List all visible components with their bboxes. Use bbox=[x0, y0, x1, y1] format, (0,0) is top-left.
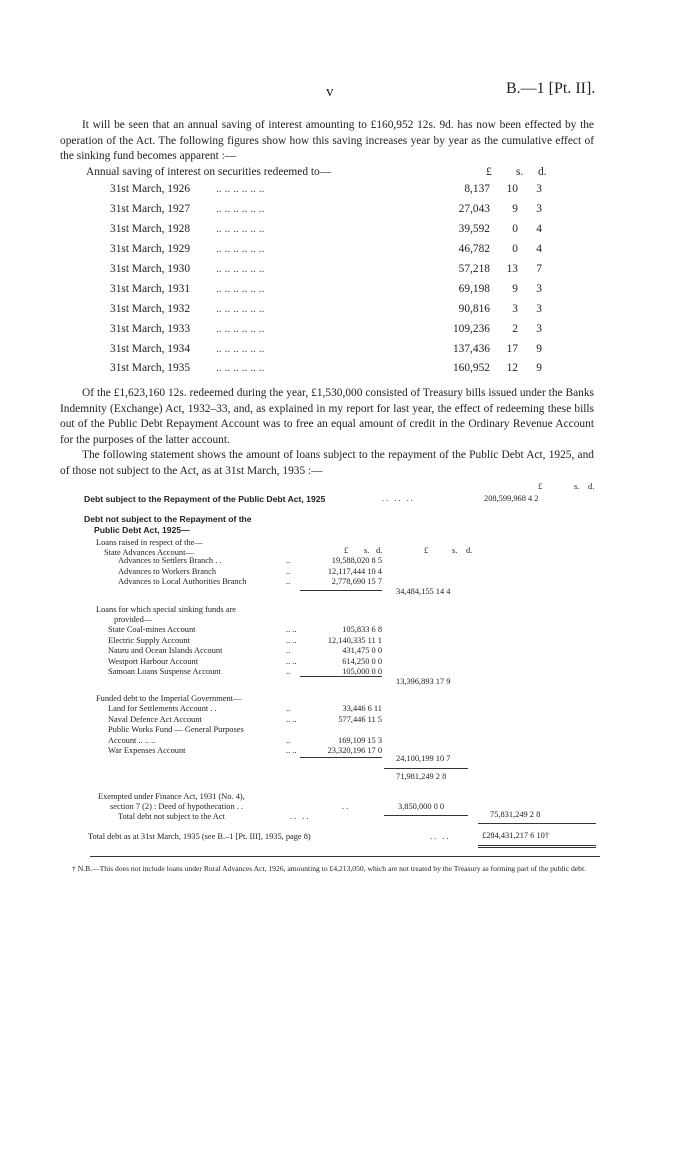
grand-total-leader: .. .. bbox=[430, 832, 451, 841]
inner-col-d: d. bbox=[376, 546, 383, 555]
savings-row bbox=[110, 323, 570, 341]
group2-amount: 12,140,335 11 1 bbox=[327, 635, 382, 645]
group2-label: Westport Harbour Account bbox=[108, 656, 199, 666]
grand-total-double-rule bbox=[478, 847, 596, 848]
group1-total: 34,484,155 14 4 bbox=[396, 587, 451, 596]
savings-pounds: 27,043 bbox=[458, 203, 490, 215]
top-col-s: s. bbox=[574, 482, 580, 491]
savings-leader: .. .. .. .. .. .. bbox=[216, 263, 265, 275]
savings-shillings: 0 bbox=[512, 223, 518, 235]
group3-amount: 23,320,196 17 0 bbox=[327, 746, 382, 755]
group1-label: Advances to Local Authorities Branch bbox=[118, 577, 247, 586]
savings-row bbox=[110, 263, 570, 281]
not-subject-total-label: Total debt not subject to the Act bbox=[118, 812, 225, 821]
top-col-pounds: £ bbox=[538, 482, 543, 491]
savings-pounds: 109,236 bbox=[452, 323, 490, 335]
savings-shillings: 3 bbox=[512, 303, 518, 315]
grand-total-top-rule bbox=[478, 823, 596, 824]
not-subject-label-1: Debt not subject to the Repayment of the bbox=[84, 514, 252, 524]
savings-date: 31st March, 1926 bbox=[110, 183, 191, 195]
group1-rule bbox=[300, 590, 382, 591]
statement-intro-paragraph: The following statement shows the amount of loans subject to the repayment of the Public Debt Act, 1925, and of those not subject to the Act, as at 31st March, 1935 :— bbox=[60, 449, 594, 477]
group2-amount: 105,000 0 0 bbox=[342, 667, 382, 676]
savings-leader: .. .. .. .. .. .. bbox=[216, 343, 265, 355]
subtotal-rule bbox=[384, 768, 468, 769]
group3-lead: Funded debt to the Imperial Government— bbox=[96, 694, 242, 703]
savings-shillings: 9 bbox=[512, 203, 518, 215]
subtotal-amount: 71,981,249 2 8 bbox=[396, 772, 447, 781]
savings-date: 31st March, 1929 bbox=[110, 243, 191, 255]
savings-row bbox=[110, 303, 570, 321]
footnote-separator bbox=[90, 856, 600, 857]
group3-total: 24,100,199 10 7 bbox=[396, 754, 451, 763]
group2-leader: .. .. bbox=[286, 656, 297, 666]
savings-pence: 4 bbox=[536, 243, 542, 255]
group2-amount: 105,833 6 8 bbox=[342, 625, 382, 634]
savings-row bbox=[110, 283, 570, 301]
savings-leader: .. .. .. .. .. .. bbox=[216, 323, 265, 335]
savings-pounds: 69,198 bbox=[458, 283, 490, 295]
savings-lead: Annual saving of interest on securities redeemed to— bbox=[86, 166, 332, 178]
savings-date: 31st March, 1934 bbox=[110, 343, 191, 355]
group1-leader: .. bbox=[286, 566, 291, 576]
savings-pence: 3 bbox=[536, 303, 542, 315]
mid-col-d: d. bbox=[466, 546, 473, 555]
document-reference: B.—1 [Pt. II]. bbox=[506, 80, 596, 97]
group2-label: Samoan Loans Suspense Account bbox=[108, 667, 221, 676]
grand-total-amount: £284,431,217 6 10† bbox=[482, 831, 549, 840]
savings-date: 31st March, 1933 bbox=[110, 323, 191, 335]
exempt-label-2: section 7 (2) : Deed of hypothecation . . bbox=[110, 802, 244, 811]
subject-debt-amount: 208,599,968 4 2 bbox=[484, 494, 539, 503]
savings-pounds: 46,782 bbox=[458, 243, 490, 255]
not-subject-total-amount: 75,831,249 2 8 bbox=[490, 810, 541, 819]
intro-paragraph: It will be seen that an annual saving of interest amounting to £160,952 12s. 9d. has now been effected by the operation of the Act. The following figures show how this saving increases year by year as the cumulative effect of the sinking fund becomes apparent :— bbox=[60, 119, 594, 162]
not-subject-label-2: Public Debt Act, 1925— bbox=[94, 525, 190, 535]
group1-label: Advances to Settlers Branch . . bbox=[118, 556, 222, 565]
group2-label: Electric Supply Account bbox=[108, 635, 190, 645]
savings-pence: 3 bbox=[536, 183, 542, 195]
savings-row bbox=[110, 362, 570, 380]
inner-col-s: s. bbox=[364, 546, 370, 555]
savings-pounds: 57,218 bbox=[458, 263, 490, 275]
exempt-leader: .. bbox=[342, 802, 351, 811]
group2-label: State Coal-mines Account bbox=[108, 625, 196, 634]
group1-leader: .. bbox=[286, 556, 291, 565]
savings-date: 31st March, 1927 bbox=[110, 203, 191, 215]
group3-label: Naval Defence Act Account bbox=[108, 714, 202, 724]
not-subject-total-leader: .. .. bbox=[290, 812, 311, 821]
savings-pounds: 39,592 bbox=[458, 223, 490, 235]
savings-leader: .. .. .. .. .. .. bbox=[216, 283, 265, 295]
savings-pence: 9 bbox=[536, 362, 542, 374]
savings-date: 31st March, 1935 bbox=[110, 362, 191, 374]
exempt-label-1: Exempted under Finance Act, 1931 (No. 4), bbox=[98, 792, 245, 801]
inner-col-pounds: £ bbox=[344, 546, 349, 555]
top-col-d: d. bbox=[588, 482, 595, 491]
grand-total-label: Total debt as at 31st March, 1935 (see B.–1 [Pt. III], 1935, page 8) bbox=[88, 832, 311, 841]
savings-shillings: 0 bbox=[512, 243, 518, 255]
group1-amount: 19,588,020 8 5 bbox=[331, 556, 382, 565]
savings-leader: .. .. .. .. .. .. bbox=[216, 303, 265, 315]
group2-lead-2: provided— bbox=[114, 615, 153, 624]
savings-pounds: 8,137 bbox=[464, 183, 490, 195]
group3-label: Public Works Fund — General Purposes bbox=[108, 725, 244, 734]
group2-leader: .. .. bbox=[286, 625, 297, 634]
group1-label: Advances to Workers Branch bbox=[118, 566, 217, 576]
savings-row bbox=[110, 343, 570, 361]
redemption-paragraph: Of the £1,623,160 12s. redeemed during the year, £1,530,000 consisted of Treasury bills issued under the Banks Indemnity (Exchange) Act, 1932–33, and, as explained in my report for last year, the effect of redeeming these bills out of the Public Debt Repayment Account was to free an equal amount of credit in the Ordinary Revenue Account for the purposes of the latter account. bbox=[60, 387, 594, 446]
group3-amount: 33,446 6 11 bbox=[342, 704, 382, 713]
savings-shillings: 13 bbox=[506, 263, 518, 275]
savings-shillings: 12 bbox=[506, 362, 518, 374]
savings-row bbox=[110, 223, 570, 241]
group1-amount: 2,778,690 15 7 bbox=[331, 577, 382, 586]
savings-pence: 3 bbox=[536, 283, 542, 295]
savings-row bbox=[110, 203, 570, 221]
group2-label: Nauru and Ocean Islands Account bbox=[108, 646, 223, 655]
savings-shillings: 2 bbox=[512, 323, 518, 335]
group3-leader: .. .. bbox=[286, 714, 297, 724]
savings-row bbox=[110, 183, 570, 201]
footnote: † N.B.—This does not include loans under Rural Advances Act, 1926, amounting to £4,213,050, which are not treated by the Treasury as forming part of the public debt. bbox=[72, 864, 586, 873]
group3-amount: 169,109 15 3 bbox=[338, 735, 382, 745]
group2-total: 13,396,893 17 9 bbox=[396, 677, 451, 686]
grand-total-bottom-rule bbox=[478, 845, 596, 846]
savings-pounds: 160,952 bbox=[452, 362, 490, 374]
savings-pounds: 137,436 bbox=[452, 343, 490, 355]
col-pence-header: d. bbox=[538, 166, 547, 178]
savings-date: 31st March, 1930 bbox=[110, 263, 191, 275]
col-shillings-header: s. bbox=[516, 166, 524, 178]
savings-pence: 7 bbox=[536, 263, 542, 275]
savings-leader: .. .. .. .. .. .. bbox=[216, 183, 265, 195]
savings-shillings: 10 bbox=[506, 183, 518, 195]
savings-pence: 9 bbox=[536, 343, 542, 355]
subject-debt-leader: .. .. .. bbox=[382, 494, 415, 503]
page-number: v bbox=[326, 84, 334, 100]
group3-leader: .. bbox=[286, 735, 291, 745]
group2-rule bbox=[300, 676, 382, 677]
group2-leader: .. bbox=[286, 667, 291, 676]
savings-row bbox=[110, 243, 570, 261]
group1-amount: 12,117,444 10 4 bbox=[327, 566, 382, 576]
group3-leader: .. .. bbox=[286, 746, 297, 755]
group2-amount: 431,475 0 0 bbox=[342, 646, 382, 655]
group1-leader: .. bbox=[286, 577, 291, 586]
exempt-rule bbox=[384, 815, 468, 816]
group2-lead-1: Loans for which special sinking funds are bbox=[96, 605, 237, 614]
group3-label: Land for Settlements Account . . bbox=[108, 704, 217, 713]
mid-col-s: s. bbox=[452, 546, 458, 555]
savings-date: 31st March, 1928 bbox=[110, 223, 191, 235]
savings-pounds: 90,816 bbox=[458, 303, 490, 315]
savings-date: 31st March, 1932 bbox=[110, 303, 191, 315]
savings-pence: 3 bbox=[536, 203, 542, 215]
group3-label: War Expenses Account bbox=[108, 746, 186, 755]
savings-pence: 4 bbox=[536, 223, 542, 235]
savings-shillings: 9 bbox=[512, 283, 518, 295]
col-pounds-header: £ bbox=[486, 166, 492, 178]
exempt-amount: 3,850,000 0 0 bbox=[398, 802, 445, 811]
mid-col-pounds: £ bbox=[424, 546, 429, 555]
group2-amount: 614,250 0 0 bbox=[342, 656, 382, 666]
savings-leader: .. .. .. .. .. .. bbox=[216, 243, 265, 255]
group1-lead-2: State Advances Account— bbox=[104, 548, 194, 557]
savings-date: 31st March, 1931 bbox=[110, 283, 191, 295]
savings-leader: .. .. .. .. .. .. bbox=[216, 203, 265, 215]
group3-rule bbox=[300, 757, 382, 758]
group3-label: Account .. .. .. bbox=[108, 735, 156, 745]
group1-lead-1: Loans raised in respect of the— bbox=[96, 538, 203, 547]
savings-leader: .. .. .. .. .. .. bbox=[216, 362, 265, 374]
savings-leader: .. .. .. .. .. .. bbox=[216, 223, 265, 235]
savings-shillings: 17 bbox=[506, 343, 518, 355]
group3-leader: .. bbox=[286, 704, 291, 713]
group3-amount: 577,446 11 5 bbox=[338, 714, 382, 724]
savings-pence: 3 bbox=[536, 323, 542, 335]
group2-leader: .. bbox=[286, 646, 291, 655]
subject-debt-label: Debt subject to the Repayment of the Public Debt Act, 1925 bbox=[84, 494, 326, 504]
group2-leader: .. .. bbox=[286, 635, 297, 645]
